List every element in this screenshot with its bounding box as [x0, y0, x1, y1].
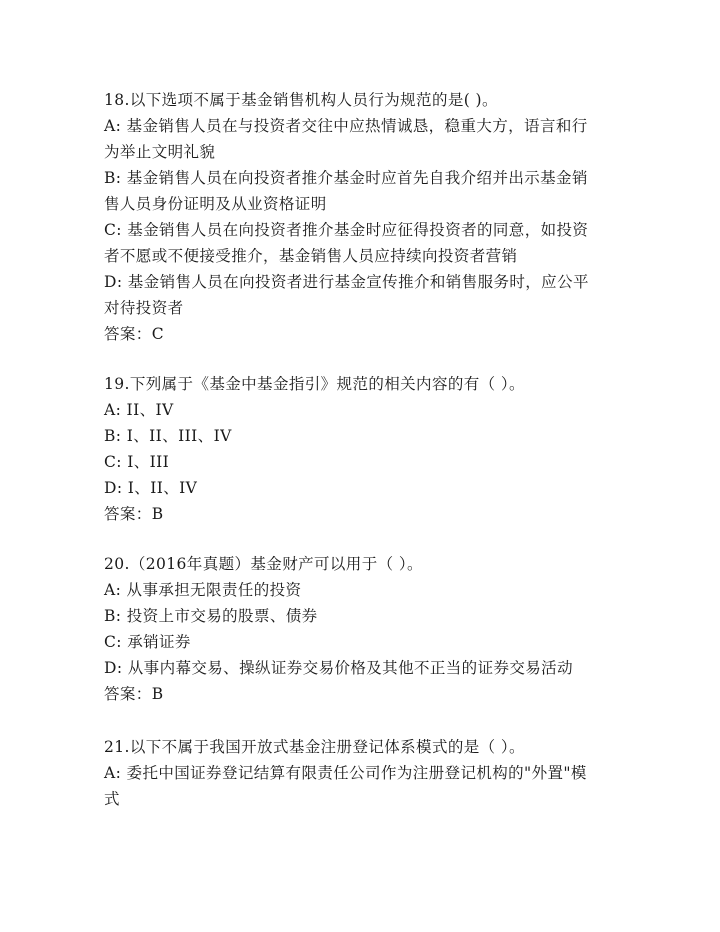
question-18 [104, 87, 624, 347]
question-stem: 21.以下不属于我国开放式基金注册登记体系模式的是（ ）。 [104, 738, 525, 756]
option-b: B: I、II、III、IV [104, 427, 232, 445]
option-c: C: 基金销售人员在向投资者推介基金时应征得投资者的同意，如投资 [104, 221, 589, 239]
answer: 答案：B [104, 685, 164, 703]
question-21 [104, 734, 624, 812]
question-stem: 19.下列属于《基金中基金指引》规范的相关内容的有（ ）。 [104, 375, 525, 393]
answer: 答案：B [104, 505, 164, 523]
question-19 [104, 371, 624, 527]
option-c-continued: 者不愿或不便接受推介，基金销售人员应持续向投资者营销 [104, 247, 518, 265]
option-a: A: 基金销售人员在与投资者交往中应热情诚恳，稳重大方，语言和行 [104, 117, 588, 135]
option-a-continued: 式 [104, 790, 120, 808]
option-a-continued: 为举止文明礼貌 [104, 143, 216, 161]
option-b: B: 投资上市交易的股票、债券 [104, 607, 318, 625]
question-stem: 18.以下选项不属于基金销售机构人员行为规范的是( )。 [104, 91, 498, 109]
question-20 [104, 551, 624, 707]
option-c: C: I、III [104, 453, 170, 471]
option-c: C: 承销证券 [104, 633, 191, 651]
option-b-continued: 售人员身份证明及从业资格证明 [104, 195, 327, 213]
option-d: D: I、II、IV [104, 479, 198, 497]
option-a: A: 委托中国证券登记结算有限责任公司作为注册登记机构的"外置"模 [104, 764, 587, 782]
option-d-continued: 对待投资者 [104, 299, 184, 317]
question-stem: 20.（2016年真题）基金财产可以用于（ ）。 [104, 555, 423, 573]
option-a: A: II、IV [104, 401, 174, 419]
option-d: D: 从事内幕交易、操纵证券交易价格及其他不正当的证券交易活动 [104, 659, 573, 677]
option-b: B: 基金销售人员在向投资者推介基金时应首先自我介绍并出示基金销 [104, 169, 588, 187]
answer: 答案：C [104, 325, 164, 343]
option-d: D: 基金销售人员在向投资者进行基金宣传推介和销售服务时，应公平 [104, 273, 589, 291]
option-a: A: 从事承担无限责任的投资 [104, 581, 302, 599]
